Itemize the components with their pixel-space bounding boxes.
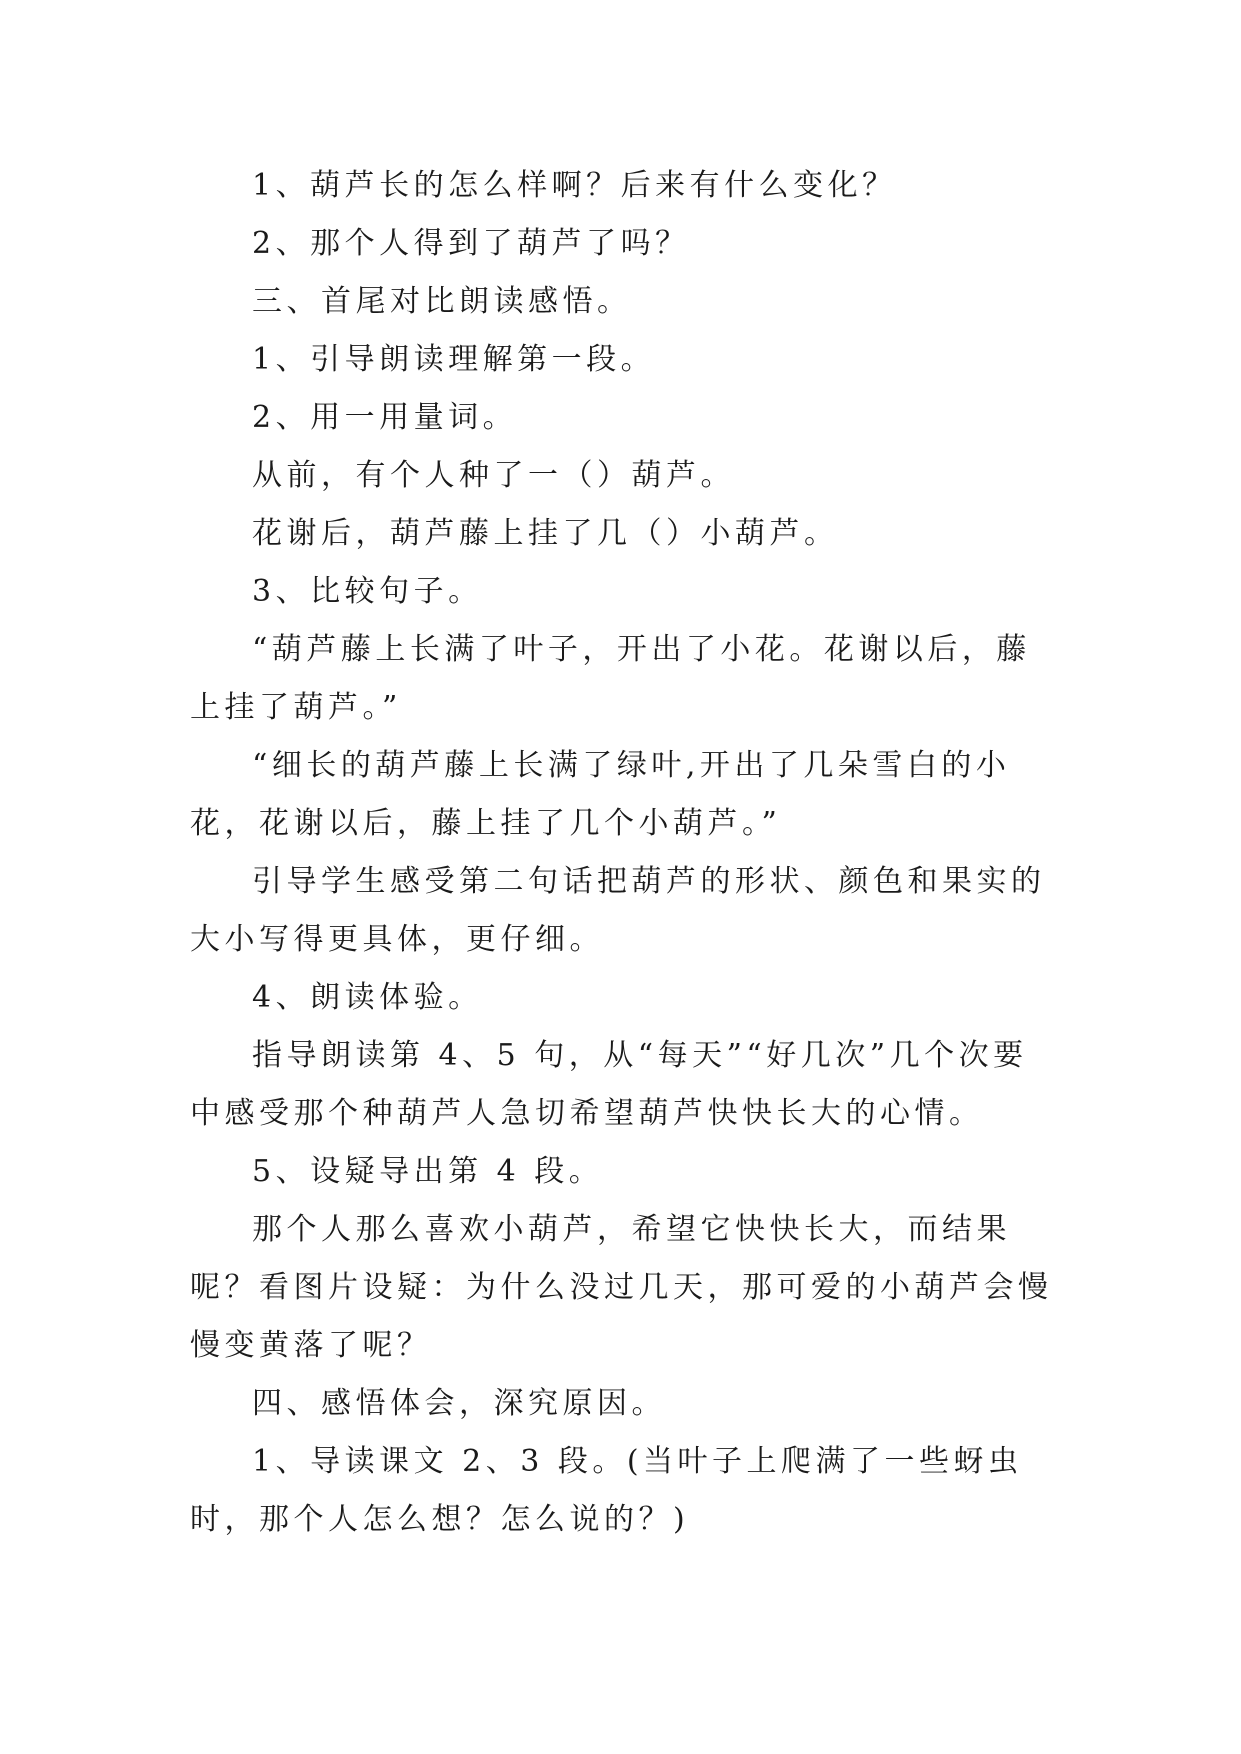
section-heading-3: 三、首尾对比朗读感悟。	[252, 284, 632, 319]
paragraph-2: 2、那个人得到了葫芦了吗？	[252, 226, 690, 261]
paragraph-1: 1、葫芦长的怎么样啊？后来有什么变化？	[252, 168, 897, 203]
paragraph-4: 1、引导朗读理解第一段。	[252, 342, 656, 377]
paragraph-10: “细长的葫芦藤上长满了绿叶,开出了几朵雪白的小花，花谢以后，藤上挂了几个小葫芦。”	[190, 748, 1011, 841]
paragraph-8: 3、比较句子。	[252, 574, 483, 609]
section-heading-16: 四、感悟体会，深究原因。	[252, 1386, 666, 1421]
paragraph-13: 指导朗读第 4、5 句，从“每天”“好几次”几个次要中感受那个种葫芦人急切希望葫芦快快长大的心情。	[190, 1038, 1028, 1131]
paragraph-9: “葫芦藤上长满了叶子，开出了小花。花谢以后，藤上挂了葫芦。”	[190, 632, 1031, 725]
paragraph-11: 引导学生感受第二句话把葫芦的形状、颜色和果实的大小写得更具体，更仔细。	[190, 864, 1046, 957]
document-body	[190, 157, 1055, 1549]
paragraph-6: 从前，有个人种了一（）葫芦。	[252, 458, 735, 493]
paragraph-14: 5、设疑导出第 4 段。	[252, 1154, 604, 1189]
paragraph-15: 那个人那么喜欢小葫芦，希望它快快长大，而结果呢？看图片设疑：为什么没过几天，那可爱的小葫芦会慢慢变黄落了呢？	[190, 1212, 1053, 1363]
paragraph-5: 2、用一用量词。	[252, 400, 518, 435]
paragraph-12: 4、朗读体验。	[252, 980, 483, 1015]
paragraph-7: 花谢后，葫芦藤上挂了几（）小葫芦。	[252, 516, 839, 551]
paragraph-17: 1、导读课文 2、3 段。(当叶子上爬满了一些蚜虫时，那个人怎么想？怎么说的？)	[190, 1444, 1023, 1537]
